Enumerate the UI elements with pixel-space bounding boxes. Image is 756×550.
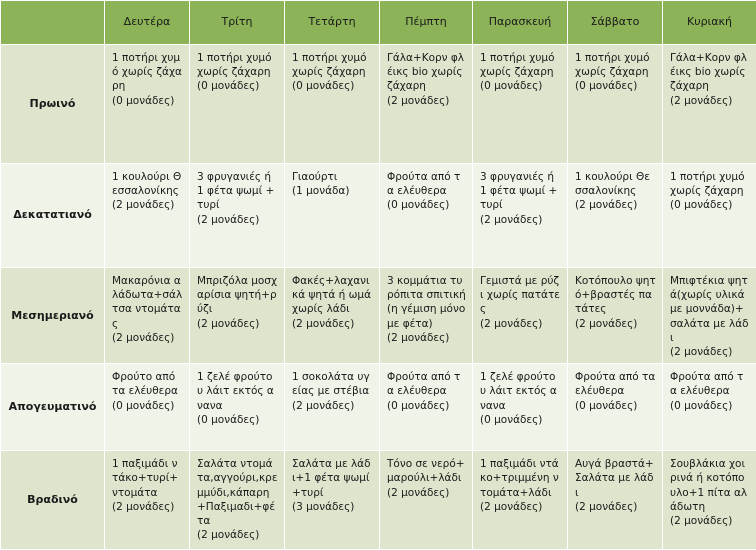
meal-cell: Φακές+λαχανικά ψητά ή ωμά χωρίς λάδι (2 μονάδες) [285, 268, 380, 364]
meal-cell: Μπιφτέκια ψητά(χωρίς υλικά με μοννάδα)+σαλάτα με λάδι (2 μονάδες) [663, 268, 756, 364]
meal-cell: Κοτόπουλο ψητό+βραστές πατάτες (2 μονάδες) [568, 268, 663, 364]
meal-cell: Φρούτα από τα ελέυθερα (0 μονάδες) [568, 364, 663, 451]
meal-row-afternoon [1, 364, 756, 451]
meal-cell: Γάλα+Κορν φλέικς bio χωρίς ζάχαρη (2 μονάδες) [663, 45, 756, 164]
meal-cell: 3 φρυγανιές ή 1 φέτα ψωμί +τυρί (2 μονάδες) [190, 164, 285, 268]
meal-cell: Σαλάτα ντομάτα,αγγούρι,κρεμμύδι,κάπαρη+Παξιμαδι+φέτα (2 μονάδες) [190, 451, 285, 550]
meal-name: Μεσημεριανό [1, 268, 105, 364]
meal-cell: 1 ποτήρι χυμό χωρίς ζάχαρη (0 μονάδες) [285, 45, 380, 164]
meal-cell: Μακαρόνια αλάδωτα+σάλτσα ντομάτας (2 μονάδες) [105, 268, 190, 364]
meal-cell: Φρούτα από τα ελέυθερα (0 μονάδες) [380, 364, 473, 451]
header-day: Δευτέρα [105, 1, 190, 45]
meal-cell: Φρούτα από τα ελέυθερα (0 μονάδες) [380, 164, 473, 268]
meal-cell: Σουβλάκια χοιρινά ή κοτόπουλο+1 πίτα αλάδωτη (2 μονάδες) [663, 451, 756, 550]
meal-row-breakfast [1, 45, 756, 164]
meal-cell: 1 παξιμάδι ντάκο+τυρί+ντομάτα (2 μονάδες) [105, 451, 190, 550]
meal-cell: 1 ποτήρι χυμό χωρίς ζάχαρη (0 μονάδες) [568, 45, 663, 164]
header-day: Πέμπτη [380, 1, 473, 45]
meal-cell: Τόνο σε νερό+μαρούλι+λάδι (2 μονάδες) [380, 451, 473, 550]
meal-name: Απογευματινό [1, 364, 105, 451]
meal-cell: 1 ζελέ φρούτου λάιτ εκτός ανανα (0 μονάδες) [190, 364, 285, 451]
meal-cell: Φρούτο από τα ελέυθερα (0 μονάδες) [105, 364, 190, 451]
meal-cell: Γεμιστά με ρύζι χωρίς πατάτες (2 μονάδες) [473, 268, 568, 364]
meal-cell: Αυγά βραστά+Σαλάτα με λάδι (2 μονάδες) [568, 451, 663, 550]
meal-cell: 1 σοκολάτα υγείας με στέβια (2 μονάδες) [285, 364, 380, 451]
meal-row-snack [1, 164, 756, 268]
header-day: Τρίτη [190, 1, 285, 45]
meal-cell: 1 ποτήρι χυμό χωρίς ζάχαρη (0 μονάδες) [663, 164, 756, 268]
meal-cell: 3 κομμάτια τυρόπιτα σπιτική(η γέμιση μόνο με φέτα) (2 μονάδες) [380, 268, 473, 364]
meal-name: Βραδινό [1, 451, 105, 550]
header-day: Σάββατο [568, 1, 663, 45]
meal-cell: 1 ποτήρι χυμό χωρίς ζάχαρη (0 μονάδες) [473, 45, 568, 164]
meal-cell: 1 ποτήρι χυμό χωρίς ζάχαρη (0 μονάδες) [190, 45, 285, 164]
meal-row-dinner [1, 451, 756, 550]
meal-cell: 1 κουλούρι Θεσσαλονίκης (2 μονάδες) [105, 164, 190, 268]
meal-cell: 1 ποτήρι χυμό χωρίς ζάχαρη (0 μονάδες) [105, 45, 190, 164]
meal-cell: 1 παξιμάδι ντάκο+τριμμένη ντομάτα+λάδι (2 μονάδες) [473, 451, 568, 550]
header-day: Παρασκευή [473, 1, 568, 45]
meal-row-lunch [1, 268, 756, 364]
header-corner [1, 1, 105, 45]
meal-cell: 1 κουλούρι Θεσσαλονίκης (2 μονάδες) [568, 164, 663, 268]
meal-cell: 1 ζελέ φρούτου λάιτ εκτός ανανα (0 μονάδες) [473, 364, 568, 451]
meal-cell: 3 φρυγανιές ή 1 φέτα ψωμί +τυρί (2 μονάδες) [473, 164, 568, 268]
header-day: Τετάρτη [285, 1, 380, 45]
meal-cell: Μπριζόλα μοσχαρίσια ψητή+ρύζι (2 μονάδες) [190, 268, 285, 364]
header-day: Κυριακή [663, 1, 756, 45]
meal-cell: Σαλάτα με λάδι+1 φέτα ψωμί+τυρί (3 μονάδες) [285, 451, 380, 550]
meal-cell: Γιαούρτι (1 μονάδα) [285, 164, 380, 268]
meal-cell: Γάλα+Κορν φλέικς bio χωρίς ζάχαρη (2 μονάδες) [380, 45, 473, 164]
meal-name: Δεκατατιανό [1, 164, 105, 268]
meal-name: Πρωινό [1, 45, 105, 164]
header-row [1, 1, 756, 45]
meal-cell: Φρούτα από τα ελέυθερα (0 μονάδες) [663, 364, 756, 451]
